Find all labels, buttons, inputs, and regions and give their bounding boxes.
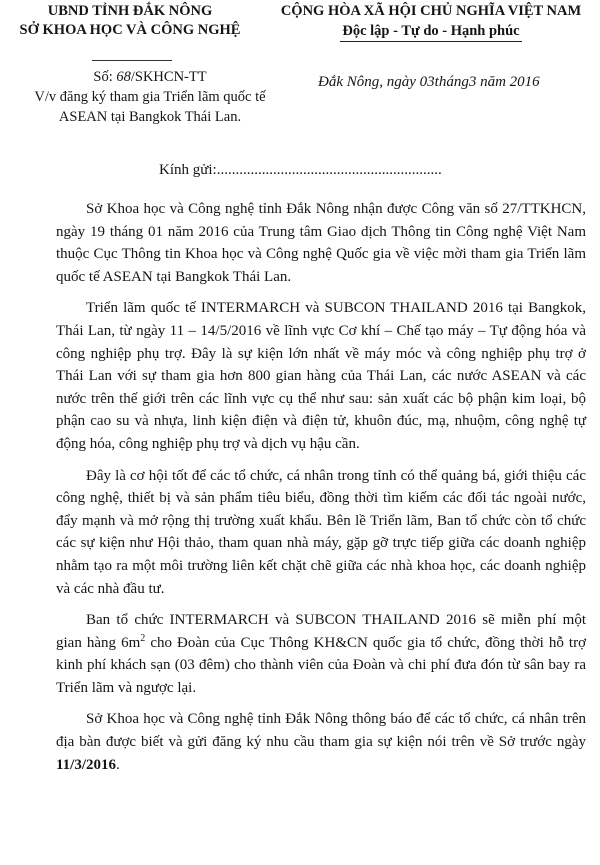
national-motto: Độc lập - Tự do - Hạnh phúc [340,21,521,42]
paragraph-5-end: . [116,756,120,773]
body-paragraph-1: Sở Khoa học và Công nghệ tỉnh Đắk Nông nhận được Công văn số 27/TTKHCN, ngày 19 tháng 01 năm 2016 của Trung tâm Giao dịch Thông tin Công nghệ Việt Nam thuộc Cục Thông tin Khoa học và Công nghệ Quốc gia về việc mời tham gia Triển lãm quốc tế ASEAN tại Bangkok Thái Lan. [56,201,586,285]
subject-line-1: V/v đăng ký tham gia Triển lãm quốc tế [34,89,266,105]
paragraph-4-text-a: Ban tổ chức INTERMARCH và SUBCON THAILAND 2016 sẽ miễn phí một gian hàng 6m [56,612,586,651]
recipient-line: Kính gửi:............................................................ [159,162,442,178]
subject-line-2: ASEAN tại Bangkok Thái Lan. [58,109,242,125]
body-paragraph-3: Đây là cơ hội tốt để các tổ chức, cá nhân trong tỉnh có thể quảng bá, giới thiệu các công nghệ, thiết bị và sản phẩm tiêu biểu, đồng thời tìm kiếm các đối tác ngoài nước, đẩy mạnh và mở rộng thị trường xuất khẩu. Bên lề Triển lãm, Ban tổ chức còn tổ chức các sự kiện như Hội thảo, tham quan nhà máy, gặp gỡ trực tiếp giữa các doanh nghiệp nhằm tạo ra một môi trường liên kết chặt chẽ giữa các nhà khoa học, các doanh nghiệp và các nhà đầu tư. [56,467,586,597]
issuing-agency-header [0,2,260,40]
letter-body [56,198,586,785]
provincial-committee-name: UBND TỈNH ĐẮK NÔNG [47,3,213,19]
document-number: 68 [116,69,131,85]
number-suffix: /SKHCN-TT [130,69,207,85]
body-paragraph-2: Triển lãm quốc tế INTERMARCH và SUBCON THAILAND 2016 tại Bangkok, Thái Lan, từ ngày 11 – 14/5/2016 về lĩnh vực Cơ khí – Chế tạo máy – Tự động hóa và công nghiệp phụ trợ. Đây là sự kiện lớn nhất về máy móc và công nghiệp phụ trợ ở Thái Lan với sự tham gia hơn 800 gian hàng của Thái Lan, các nước ASEAN và các nước trên thế giới trên các lĩnh vực cụ thể như sau: sản xuất các bộ phận kim loại, bộ phận cao su và nhựa, linh kiện điện và điện tử, khuôn đúc, mạ, nhuộm, công nghệ tự động hóa, công nghiệp phụ trợ và dịch vụ hậu cần. [56,300,586,452]
header-divider [92,60,172,61]
registration-deadline: 11/3/2016 [56,756,117,773]
body-paragraph-4 [56,609,586,699]
document-number-line [0,67,300,87]
month-label: tháng [434,74,469,90]
national-title: CỘNG HÒA XÃ HỘI CHỦ NGHĨA VIỆT NAM [280,3,582,19]
date-day: 03 [419,74,435,90]
body-paragraph-5 [56,708,586,776]
paragraph-4-text-b: cho Đoàn của Cục Thông KH&CN quốc gia tổ chức, đồng thời hỗ trợ kinh phí khách sạn (03 đêm) cho thành viên của Đoàn và chi phí đưa đón từ sân bay ra Triển lãm và ngược lại. [56,634,586,696]
number-prefix: Số: [93,69,113,85]
square-meter-superscript: 2 [140,632,146,644]
national-header [262,2,600,42]
date-month: 3 [468,74,477,90]
year-label: năm 2016 [480,74,540,90]
department-name: SỞ KHOA HỌC VÀ CÔNG NGHỆ [19,22,241,38]
document-reference [0,67,300,127]
place-and-date [318,74,540,91]
paragraph-5-text: Sở Khoa học và Công nghệ tỉnh Đắk Nông thông báo để các tổ chức, cá nhân trên địa bàn được biết và gửi đăng ký nhu cầu tham gia sự kiện nói trên về Sở trước ngày [56,711,586,751]
place-label: Đắk Nông, ngày [318,74,416,90]
